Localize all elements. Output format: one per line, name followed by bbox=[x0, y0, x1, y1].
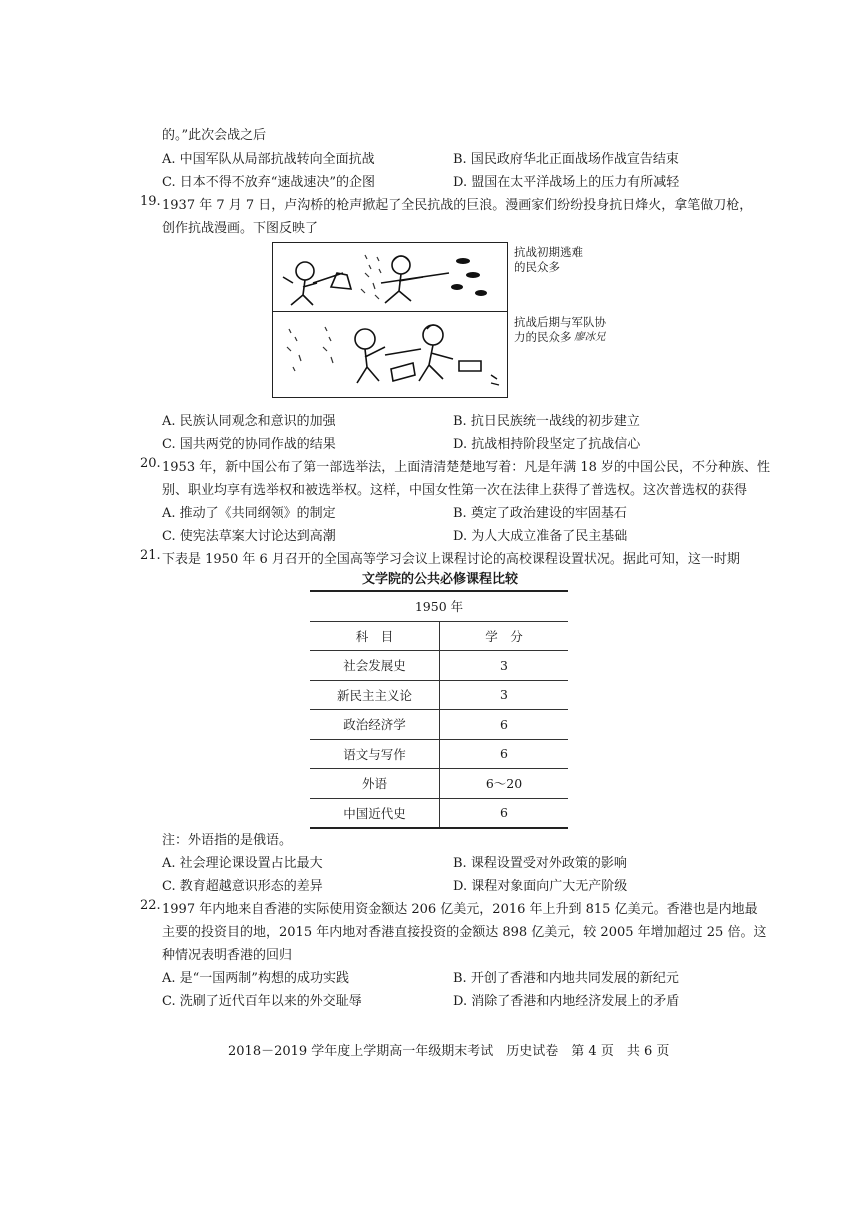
q19-stem-line2: 创作抗战漫画。下图反映了 bbox=[162, 221, 319, 236]
q22-stem-line1: 1997 年内地来自香港的实际使用资金额达 206 亿美元，2016 年上升到 815 亿美元。香港也是内地最 bbox=[162, 902, 758, 917]
q19-number: 19. bbox=[140, 194, 161, 209]
q21-option-c[interactable]: C. 教育超越意识形态的差异 bbox=[162, 879, 323, 894]
q21-number: 21. bbox=[140, 548, 161, 563]
q22-number: 22. bbox=[140, 898, 161, 913]
q19-option-a[interactable]: A. 民族认同观念和意识的加强 bbox=[162, 414, 336, 429]
q22-option-c[interactable]: C. 洗刷了近代百年以来的外交耻辱 bbox=[162, 994, 362, 1009]
q21-stem-line1: 下表是 1950 年 6 月召开的全国高等学习会议上课程讨论的高校课程设置状况。据此可知，这一时期 bbox=[162, 552, 740, 567]
q21-option-d[interactable]: D. 课程对象面向广大无产阶级 bbox=[453, 879, 628, 894]
table-cell-credit: 3 bbox=[440, 680, 569, 710]
q21-note: 注：外语指的是俄语。 bbox=[162, 833, 293, 848]
table-cell-subject: 社会发展史 bbox=[310, 651, 440, 681]
q22-option-b[interactable]: B. 开创了香港和内地共同发展的新纪元 bbox=[453, 971, 679, 986]
table-header-subject: 科 目 bbox=[310, 621, 440, 651]
q22-option-d[interactable]: D. 消除了香港和内地经济发展上的矛盾 bbox=[453, 994, 680, 1009]
q18-option-a[interactable]: A. 中国军队从局部抗战转向全面抗战 bbox=[162, 152, 375, 167]
q20-option-c[interactable]: C. 使宪法草案大讨论达到高潮 bbox=[162, 529, 336, 544]
q19-option-b[interactable]: B. 抗日民族统一战线的初步建立 bbox=[453, 414, 640, 429]
q18-option-d[interactable]: D. 盟国在太平洋战场上的压力有所减轻 bbox=[453, 175, 680, 190]
table-cell-credit: 6～20 bbox=[440, 769, 569, 799]
table-row bbox=[310, 739, 568, 769]
table-row bbox=[310, 710, 568, 740]
q20-stem-line1: 1953 年，新中国公布了第一部选举法，上面清清楚楚地写着：凡是年满 18 岁的中国公民，不分种族、性 bbox=[162, 460, 771, 475]
q20-number: 20. bbox=[140, 456, 161, 471]
table-cell-credit: 6 bbox=[440, 739, 569, 769]
q19-option-c[interactable]: C. 国共两党的协同作战的结果 bbox=[162, 437, 336, 452]
cartoon-drawing bbox=[273, 243, 507, 397]
cartoon-caption-bottom-line2: 力的民众多 bbox=[514, 330, 572, 344]
q20-stem-line2: 别、职业均享有选举权和被选举权。这样，中国女性第一次在法律上获得了普选权。这次普选权的获得 bbox=[162, 483, 748, 498]
q18-option-b[interactable]: B. 国民政府华北正面战场作战宣告结束 bbox=[453, 152, 679, 167]
table-row bbox=[310, 769, 568, 799]
table-row bbox=[310, 798, 568, 828]
table-cell-subject: 中国近代史 bbox=[310, 798, 440, 828]
table-cell-subject: 新民主主义论 bbox=[310, 680, 440, 710]
table-year-header: 1950 年 bbox=[310, 591, 568, 621]
table-cell-credit: 6 bbox=[440, 798, 569, 828]
table-cell-credit: 3 bbox=[440, 651, 569, 681]
q20-option-a[interactable]: A. 推动了《共同纲领》的制定 bbox=[162, 506, 336, 521]
page-footer: 2018－2019 学年度上学期高一年级期末考试 历史试卷 第 4 页 共 6 页 bbox=[228, 1044, 670, 1059]
table-cell-subject: 政治经济学 bbox=[310, 710, 440, 740]
q18-option-c[interactable]: C. 日本不得不放弃“速战速决”的企图 bbox=[162, 175, 376, 190]
q20-option-d[interactable]: D. 为人大成立准备了民主基础 bbox=[453, 529, 628, 544]
table-cell-subject: 外语 bbox=[310, 769, 440, 799]
q21-option-b[interactable]: B. 课程设置受对外政策的影响 bbox=[453, 856, 627, 871]
cartoon-caption-top-line1: 抗战初期逃难 bbox=[514, 245, 583, 259]
course-credit-table bbox=[310, 590, 568, 829]
q22-stem-line3: 种情况表明香港的回归 bbox=[162, 948, 293, 963]
anti-war-cartoon bbox=[272, 242, 508, 398]
table-row bbox=[310, 680, 568, 710]
course-table-title: 文学院的公共必修课程比较 bbox=[362, 572, 519, 587]
q22-stem-line2: 主要的投资目的地，2015 年内地对香港直接投资的金额达 898 亿美元，较 2005 年增加超过 25 倍。这 bbox=[162, 925, 767, 940]
table-cell-subject: 语文与写作 bbox=[310, 739, 440, 769]
q19-option-d[interactable]: D. 抗战相持阶段坚定了抗战信心 bbox=[453, 437, 641, 452]
table-header-credit: 学 分 bbox=[440, 621, 569, 651]
q18-tail: 的。”此次会战之后 bbox=[162, 128, 267, 143]
cartoon-caption-top-line2: 的民众多 bbox=[514, 260, 560, 274]
q20-option-b[interactable]: B. 奠定了政治建设的牢固基石 bbox=[453, 506, 627, 521]
cartoon-panel-divider bbox=[273, 311, 507, 312]
table-row bbox=[310, 651, 568, 681]
q21-option-a[interactable]: A. 社会理论课设置占比最大 bbox=[162, 856, 323, 871]
cartoon-caption-bottom-line1: 抗战后期与军队协 bbox=[514, 315, 606, 329]
table-cell-credit: 6 bbox=[440, 710, 569, 740]
q22-option-a[interactable]: A. 是“一国两制”构想的成功实践 bbox=[162, 971, 349, 986]
cartoon-author: 廖冰兄 bbox=[574, 331, 606, 343]
q19-stem-line1: 1937 年 7 月 7 日，卢沟桥的枪声掀起了全民抗战的巨浪。漫画家们纷纷投身抗日烽火，拿笔做刀枪， bbox=[162, 198, 753, 213]
